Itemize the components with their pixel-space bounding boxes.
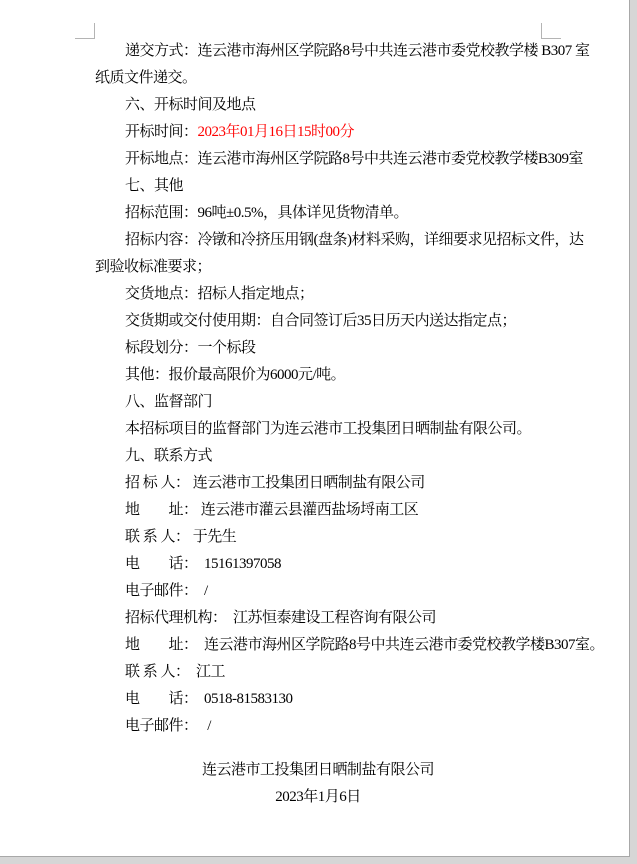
document-line: 地 址： 连云港市灌云县灌西盐场埒南工区 xyxy=(125,502,419,518)
document-line: 招标代理机构： 江苏恒泰建设工程咨询有限公司 xyxy=(125,610,437,626)
document-line: 招标范围：96吨±0.5%，具体详见货物清单。 xyxy=(125,205,408,221)
document-line: 到验收标准要求； xyxy=(95,259,212,275)
document-line: 电 话： 0518-81583130 xyxy=(125,691,293,707)
signature-date: 2023年1月6日 xyxy=(275,789,361,805)
document-line xyxy=(95,119,565,146)
document-line: 交货地点：招标人指定地点； xyxy=(125,286,314,302)
document-line: 交货期或交付使用期：自合同签订后35日历天内送达指定点； xyxy=(125,313,517,329)
document-line: 招 标 人： 连云港市工投集团日晒制盐有限公司 xyxy=(125,475,425,491)
text-boundary-mark-top-right xyxy=(541,23,561,39)
document-content xyxy=(95,38,605,811)
document-line: 联 系 人： 江工 xyxy=(125,664,226,680)
document-line: 电 话： 15161397058 xyxy=(125,556,282,572)
document-line: 电子邮件： / xyxy=(125,583,208,599)
document-line: 联 系 人： 于先生 xyxy=(125,529,237,545)
highlighted-text: 2023年01月16日15时00分 xyxy=(197,124,355,140)
document-line: 本招标项目的监督部门为连云港市工投集团日晒制盐有限公司。 xyxy=(125,421,532,437)
document-body xyxy=(95,38,605,740)
document-line: 招标内容：冷镦和冷挤压用钢(盘条)材料采购，详细要求见招标文件，达 xyxy=(125,232,584,248)
document-line: 递交方式：连云港市海州区学院路8号中共连云港市委党校教学楼 B307 室 xyxy=(125,43,590,59)
text-boundary-mark-top-left xyxy=(75,23,95,39)
document-line: 九、联系方式 xyxy=(125,448,213,464)
line-text: 开标时间： xyxy=(125,124,198,140)
document-signature-block xyxy=(95,757,541,811)
document-line: 七、其他 xyxy=(125,178,184,194)
document-line: 其他：报价最高限价为6000元/吨。 xyxy=(125,367,346,383)
signature-company: 连云港市工投集团日晒制盐有限公司 xyxy=(201,762,434,778)
document-line: 电子邮件： / xyxy=(125,718,211,734)
document-line: 六、开标时间及地点 xyxy=(125,97,256,113)
document-line: 标段划分：一个标段 xyxy=(125,340,256,356)
document-line: 纸质文件递交。 xyxy=(95,70,197,86)
document-line: 地 址： 连云港市海州区学院路8号中共连云港市委党校教学楼B307室。 xyxy=(125,637,605,653)
document-line: 八、监督部门 xyxy=(125,394,213,410)
document-line: 开标地点：连云港市海州区学院路8号中共连云港市委党校教学楼B309室 xyxy=(125,151,584,167)
